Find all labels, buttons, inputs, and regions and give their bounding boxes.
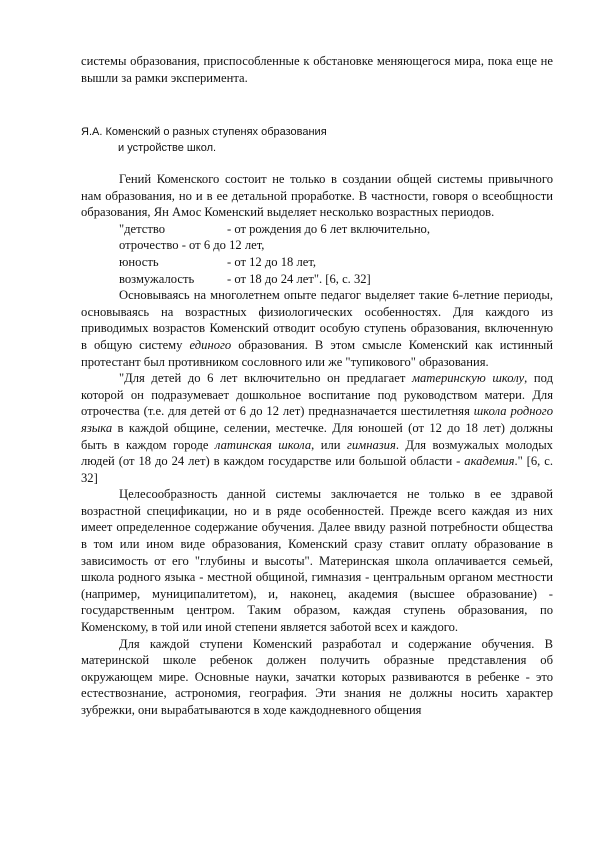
age-period-name: возмужалость: [119, 271, 195, 286]
experience-paragraph: [81, 287, 553, 370]
quote-emphasis-3: латинская школа: [214, 437, 312, 452]
quote-text-a: "Для детей до 6 лет включительно он предлагает: [119, 371, 412, 386]
quote-text-e: . Для возмужалых молодых людей (от 18 до 24 лет) в каждом государстве или большой области -: [81, 437, 553, 469]
age-period-range: - от 12 до 18 лет,: [227, 254, 317, 269]
quote-text-d: , или: [311, 437, 347, 452]
content-paragraph: Для каждой ступени Коменский разработал и содержание обучения. В материнской школе ребенок должен получить образные представления об окружающем мире. Основные науки, зачатки которых развиваются в ребенке - это естествознание, астрономия, география. Эти знания не должны носить характер зубрежки, они вырабатываются в ходе каждодневного общения: [81, 636, 553, 717]
purpose-paragraph: Целесообразность данной системы заключается не только в ее здравой возрастной спецификации, но и в ряде особенностей. Прежде всего каждая из них имеет определенное содержание обучения. Далее ввиду разной потребности общества в том или ином виде образования, Коменский сразу ставит оплату образование в зависимость от его "глубины и высоты". Материнская школа оплачивается семьей, школа родного языка - местной общиной, гимназия - центральным органом местности (например, муниципалитетом), и, наконец, академия (высшее образование) - государственным центром. Таким образом, каждая ступень образования, по Коменскому, в той или иной степени является заботой всех и каждого.: [81, 487, 553, 635]
experience-emphasis: единого: [189, 337, 232, 352]
age-period-range: - от рождения до 6 лет включительно,: [227, 221, 431, 236]
age-periods-list: [81, 221, 553, 287]
quote-paragraph: [81, 370, 553, 486]
quote-emphasis-2: школа родного языка: [81, 404, 553, 435]
age-period-row: [81, 254, 553, 271]
age-period-name: "детство: [119, 221, 166, 236]
intro-paragraph: Гений Коменского состоит не только в создании общей системы привычного нам образования, но и в ее детальной проработке. В частности, говоря о всеобщности образования, Ян Амос Коменский выделяет несколько возрастных периодов.: [81, 172, 553, 220]
quote-text-f: ." [6, с. 32]: [81, 454, 553, 485]
quote-text-b: , под которой он подразумевает дошкольное воспитание под руководством матери. Для отрочества (т.е. для детей от 6 до 12 лет) предназначается шестилетняя: [81, 371, 553, 419]
age-period-range: - от 18 до 24 лет". [6, с. 32]: [227, 271, 371, 286]
experience-text-b: образования. В этом смысле Коменский как истинный протестант был противником сословного или же "тупикового" образования.: [81, 337, 554, 369]
age-period-row: [81, 237, 553, 254]
main-text: [81, 171, 553, 719]
experience-text-a: Основываясь на многолетнем опыте педагог выделяет такие 6-летние периоды, основываясь на возрастных физиологических особенностях. Для каждого из приводимых возрастов Коменский отводит особую ступень образования, включенную в общую систему: [81, 288, 553, 352]
age-period-row: [81, 221, 553, 238]
top-paragraph: системы образования, приспособленные к обстановке меняющегося мира, пока еще не вышли за рамки эксперимента.: [81, 54, 553, 85]
age-period-name: юность: [119, 254, 159, 269]
top-paragraph-block: [81, 53, 553, 86]
section-heading: [81, 124, 327, 156]
quote-emphasis-4: гимназия: [346, 437, 396, 452]
quote-emphasis-5: академия: [464, 454, 515, 469]
section-heading-line-2: и устройстве школ.: [118, 142, 217, 154]
quote-emphasis-1: материнскую школу: [411, 371, 525, 386]
age-period-row: [81, 271, 553, 288]
section-heading-line-1: Я.А. Коменский о разных ступенях образования: [81, 126, 327, 138]
age-period-name: отрочество - от 6 до 12 лет,: [119, 238, 265, 253]
quote-text-c: в каждой общине, селении, местечке. Для юношей (от 12 до 18 лет) должны быть в каждом городе: [81, 420, 553, 452]
